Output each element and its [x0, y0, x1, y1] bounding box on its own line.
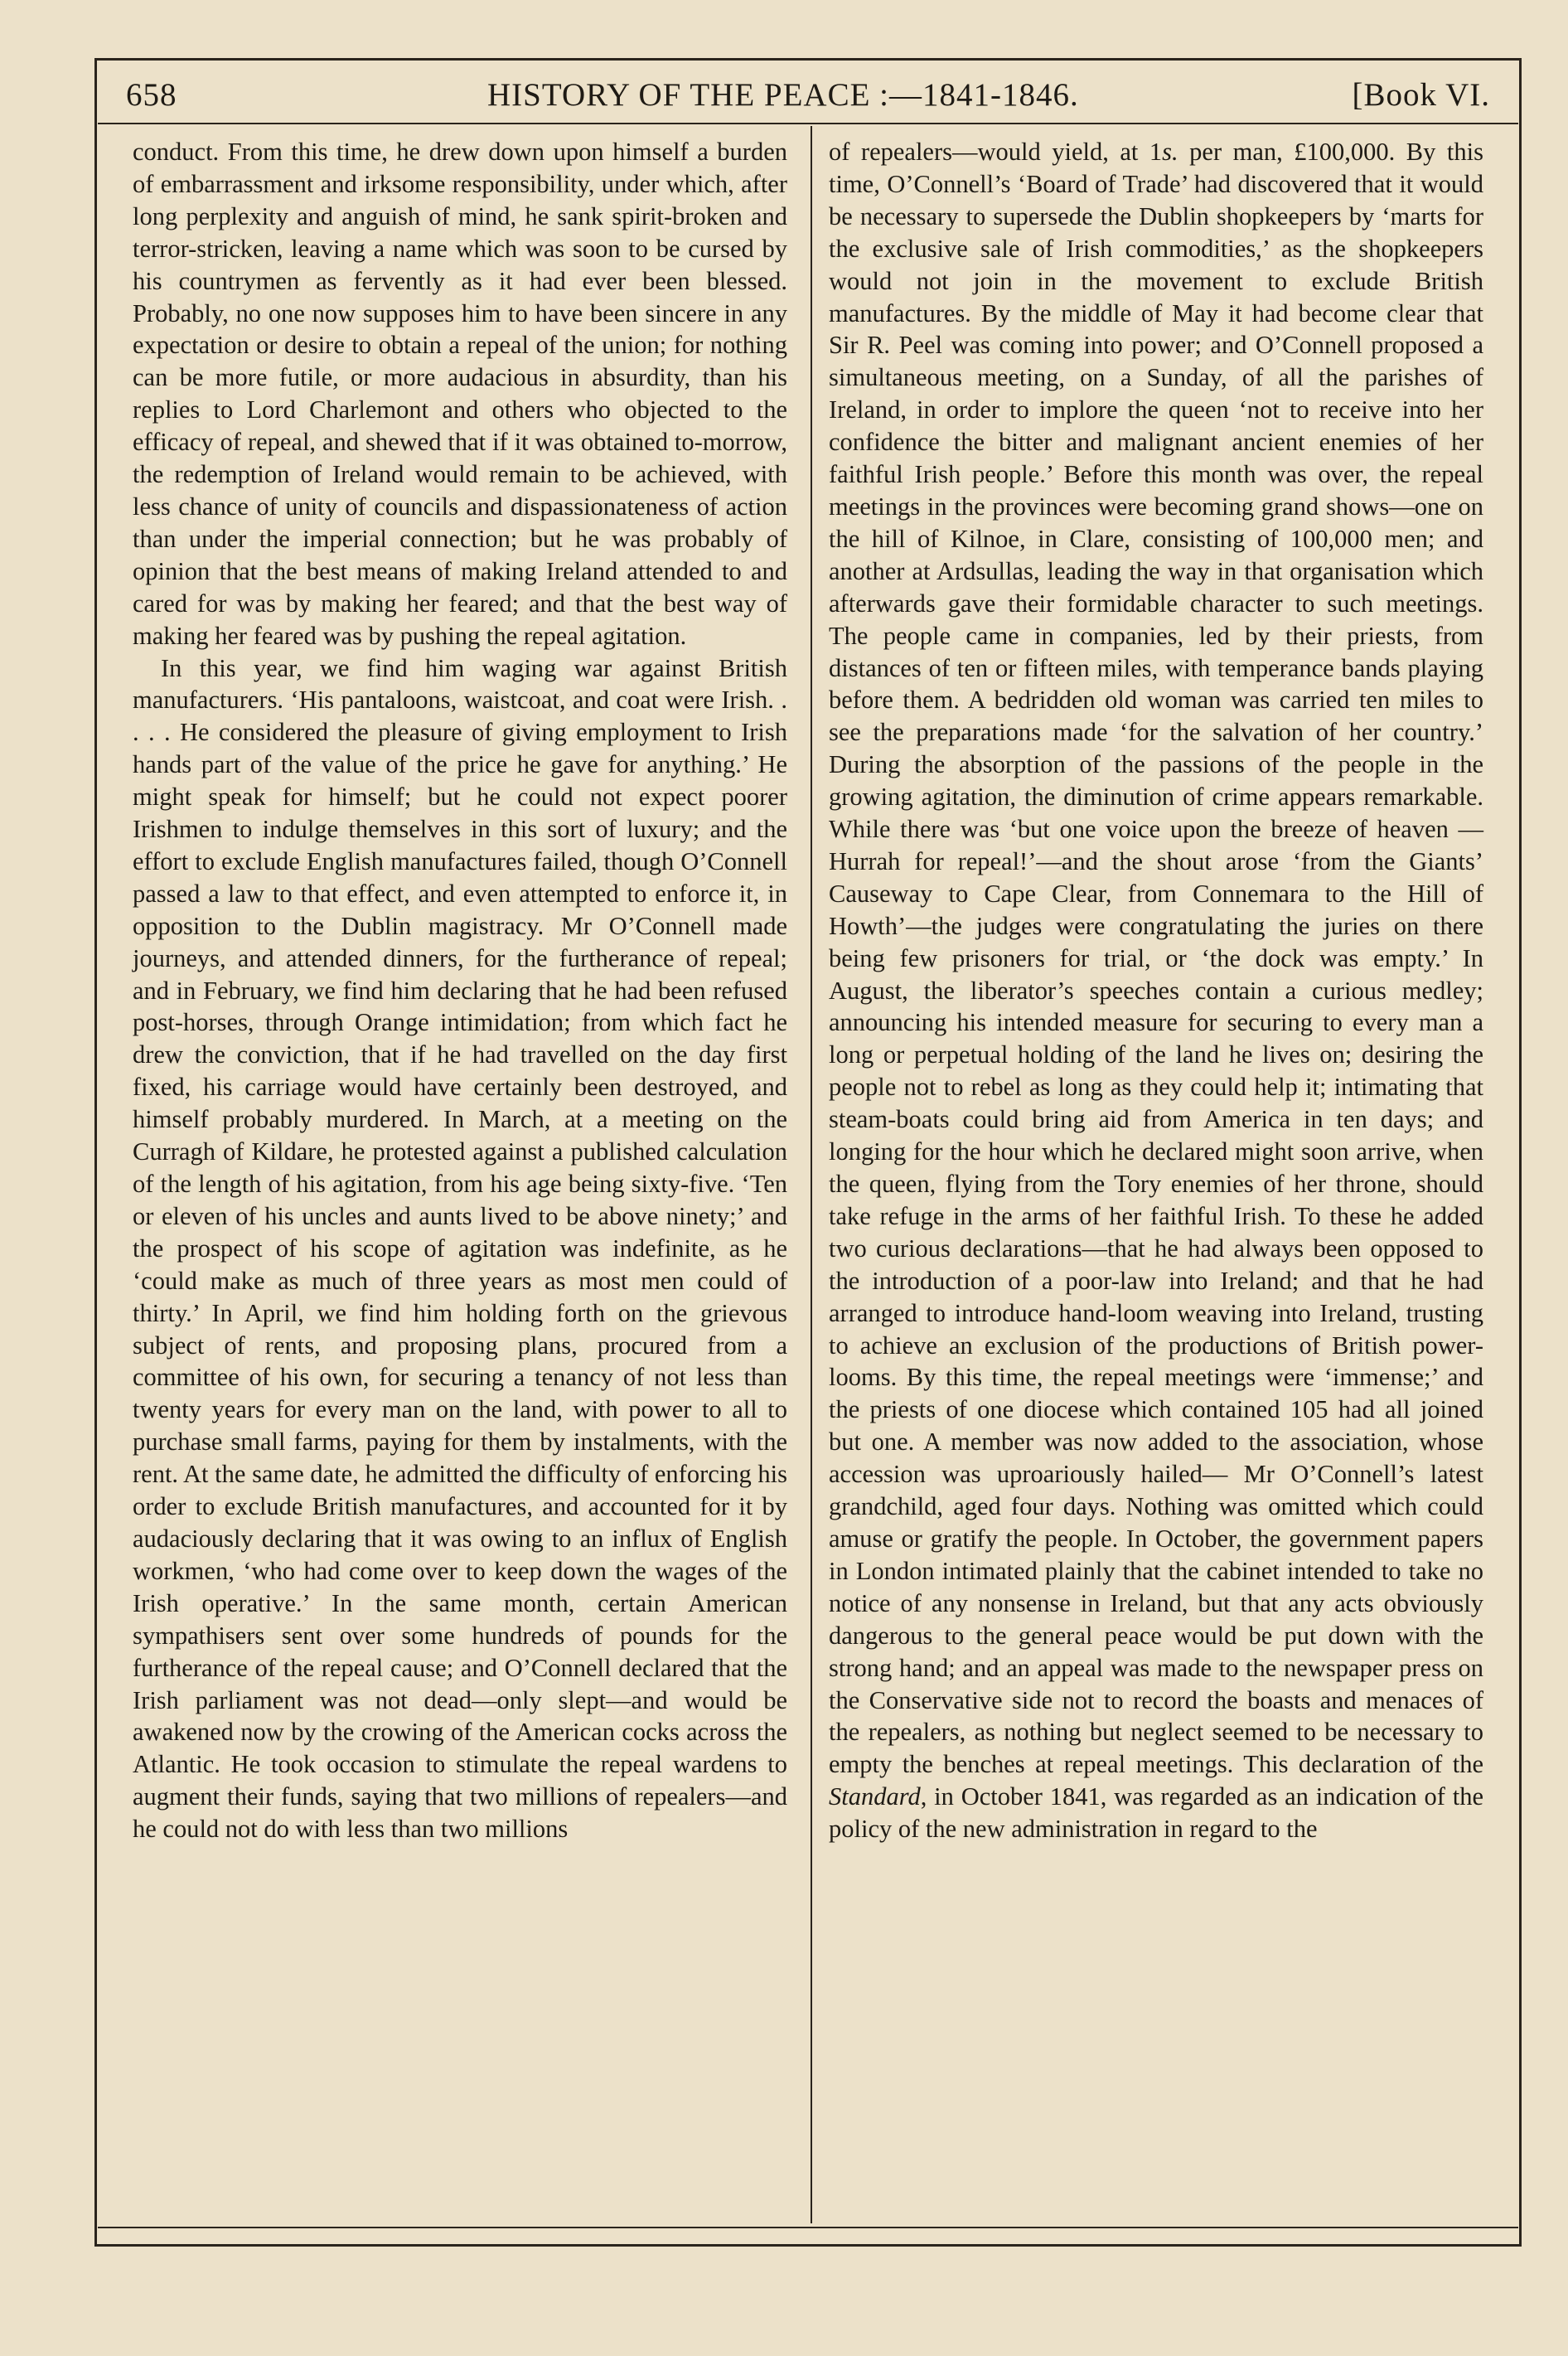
bottom-rule: [98, 2227, 1518, 2228]
paragraph: [829, 136, 1483, 1845]
text-run: per man, £100,000. By this time, O’Connell’s ‘Board of Trade’ had discovered that it would be necessary to supersede the Dublin shopkeepers by ‘marts for the exclusive sale of Irish commodities,’ as the shopkeepers would not join in the movement to exclude British manufactures. By the middle of May it had become clear that Sir R. Peel was coming into power; and O’Connell proposed a simultaneous meeting, on a Sunday, of all the parishes of Ireland, in order to implore the queen ‘not to receive into her confidence the bitter and malignant ancient enemies of her faithful Irish people.’ Before this month was over, the repeal meetings in the provinces were becoming grand shows—one on the hill of Kilnoe, in Clare, consisting of 100,000 men; and another at Ardsullas, leading the way in that organisation which afterwards gave their formidable character to such meetings. The people came in companies, led by their priests, from distances of ten or fifteen miles, with temperance bands playing before them. A bedridden old woman was carried ten miles to see the preparations made ‘for the salvation of her country.’ During the absorption of the passions of the people in the growing agitation, the diminution of crime appears remarkable. While there was ‘but one voice upon the breeze of heaven —Hurrah for repeal!’—and the shout arose ‘from the Giants’ Causeway to Cape Clear, from Connemara to the Hill of Howth’—the judges were congratulating the juries on there being few prisoners for trial, or ‘the dock was empty.’ In August, the liberator’s speeches contain a curious medley; announcing his intended measure for securing to every man a long or perpetual holding of the land he lives on; desiring the people not to rebel as long as they could help it; intimating that steam-boats could bring aid from America in ten days; and longing for the hour which he declared might soon arrive, when the queen, flying from the Tory enemies of her throne, should take refuge in the arms of her faithful Irish. To these he added two curious declarations—that he had always been opposed to the introduction of a poor-law into Ireland; and that he had arranged to introduce hand-loom weaving into Ireland, trusting to achieve an exclusion of the productions of British power-looms. By this time, the repeal meetings were ‘immense;’ and the priests of one diocese which contained 105 had all joined but one. A member was now added to the association, whose accession was uproariously hailed— Mr O’Connell’s latest grandchild, aged four days. Nothing was omitted which could amuse or gratify the people. In October, the government papers in London intimated plainly that the cabinet intended to take no notice of any nonsense in Ireland, but that any acts obviously dangerous to the general peace would be put down with the strong hand; and an appeal was made to the newspaper press on the Conservative side not to record the boasts and menaces of the repealers, as nothing but neglect seemed to be necessary to empty the benches at repeal meetings. This declaration of the: [829, 138, 1483, 1779]
left-column: [133, 136, 787, 1845]
text-run: of repealers—would yield, at 1: [829, 138, 1163, 166]
book-reference: [Book VI.: [1352, 77, 1490, 113]
newspaper-title: Standard: [829, 1782, 921, 1811]
running-header: [98, 65, 1518, 124]
currency-unit: s.: [1162, 138, 1178, 166]
page-number: 658: [126, 77, 177, 113]
running-title: HISTORY OF THE PEACE :—1841-1846.: [487, 77, 1079, 113]
paragraph: In this year, we find him waging war against British manufacturers. ‘His pantaloons, waistcoat, and coat were Irish. . . . . He considered the pleasure of giving employment to Irish hands part of the value of the price he gave for anything.’ He might speak for himself; but he could not expect poorer Irishmen to indulge themselves in this sort of luxury; and the effort to exclude English manufactures failed, though O’Connell passed a law to that effect, and even attempted to enforce it, in opposition to the Dublin magistracy. Mr O’Connell made journeys, and attended dinners, for the furtherance of repeal; and in February, we find him declaring that he had been refused post-horses, through Orange intimidation; from which fact he drew the conviction, that if he had travelled on the day first fixed, his carriage would have certainly been destroyed, and himself probably murdered. In March, at a meeting on the Curragh of Kildare, he protested against a published calculation of the length of his agitation, from his age being sixty-five. ‘Ten or eleven of his uncles and aunts lived to be above ninety;’ and the prospect of his scope of agitation was indefinite, as he ‘could make as much of three years as most men could of thirty.’ In April, we find him holding forth on the grievous subject of rents, and proposing plans, procured from a committee of his own, for securing a tenancy of not less than twenty years for every man on the land, with power to all to purchase small farms, paying for them by instalments, with the rent. At the same date, he admitted the difficulty of enforcing his order to exclude British manufactures, and accounted for it by audaciously declaring that it was owing to an influx of English workmen, ‘who had come over to keep down the wages of the Irish operative.’ In the same month, certain American sympathisers sent over some hundreds of pounds for the furtherance of the repeal cause; and O’Connell declared that the Irish parliament was not dead—only slept—and would be awakened now by the crowing of the American cocks across the Atlantic. He took occasion to stimulate the repeal wardens to augment their funds, saying that two millions of repealers—and he could not do with less than two millions: [133, 653, 787, 1844]
right-column: [829, 136, 1483, 1845]
text-run: , in October 1841, was regarded as an indication of the policy of the new administration in regard to the: [829, 1782, 1483, 1844]
column-divider: [811, 126, 812, 2223]
paragraph: conduct. From this time, he drew down upon himself a burden of embarrassment and irksome responsibility, under which, after long perplexity and anguish of mind, he sank spirit-broken and terror-stricken, leaving a name which was soon to be cursed by his countrymen as fervently as it had ever been blessed. Probably, no one now supposes him to have been sincere in any expectation or desire to obtain a repeal of the union; for nothing can be more futile, or more audacious in absurdity, than his replies to Lord Charlemont and others who objected to the efficacy of repeal, and shewed that if it was obtained to-morrow, the redemption of Ireland would remain to be achieved, with less chance of unity of councils and dispassionateness of action than under the imperial connection; but he was probably of opinion that the best means of making Ireland attended to and cared for was by making her feared; and that the best way of making her feared was by pushing the repeal agitation.: [133, 138, 787, 650]
